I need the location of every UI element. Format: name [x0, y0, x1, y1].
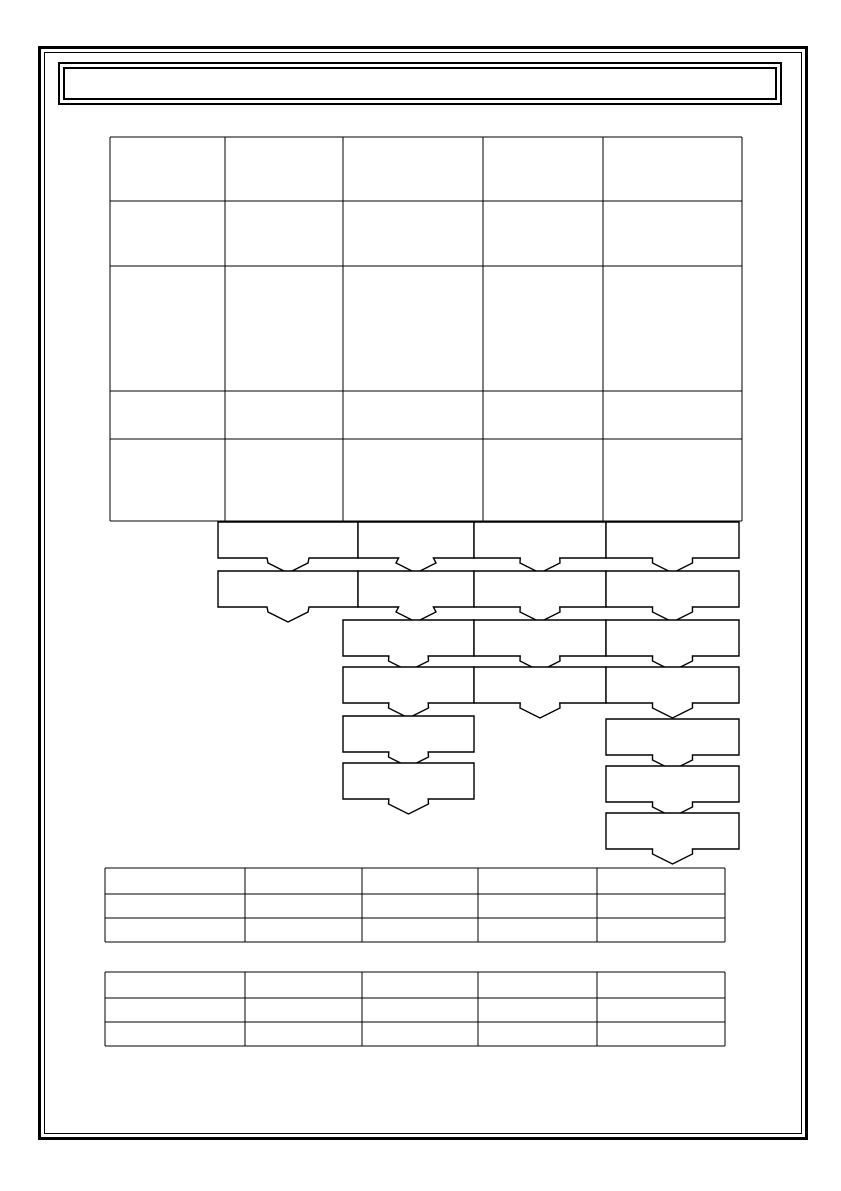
- flow-step-box: [218, 522, 358, 573]
- flow-step-box: [606, 620, 739, 671]
- flow-step-box: [606, 571, 739, 622]
- flow-step-box: [358, 571, 474, 622]
- flow-step-box: [474, 571, 606, 622]
- flow-step-box: [474, 522, 606, 573]
- flow-step-box: [606, 719, 739, 770]
- flow-step-box: [474, 620, 606, 671]
- flow-step-box: [606, 766, 739, 817]
- flow-step-box: [358, 522, 474, 573]
- flow-step-box: [606, 813, 739, 864]
- flow-step-box: [343, 716, 474, 767]
- flow-step-box: [343, 667, 474, 718]
- flow-step-box: [474, 667, 606, 718]
- flow-step-box: [343, 763, 474, 814]
- flow-step-box: [218, 571, 358, 622]
- flow-step-box: [606, 522, 739, 573]
- flow-step-box: [606, 667, 739, 718]
- flow-step-box: [343, 620, 474, 671]
